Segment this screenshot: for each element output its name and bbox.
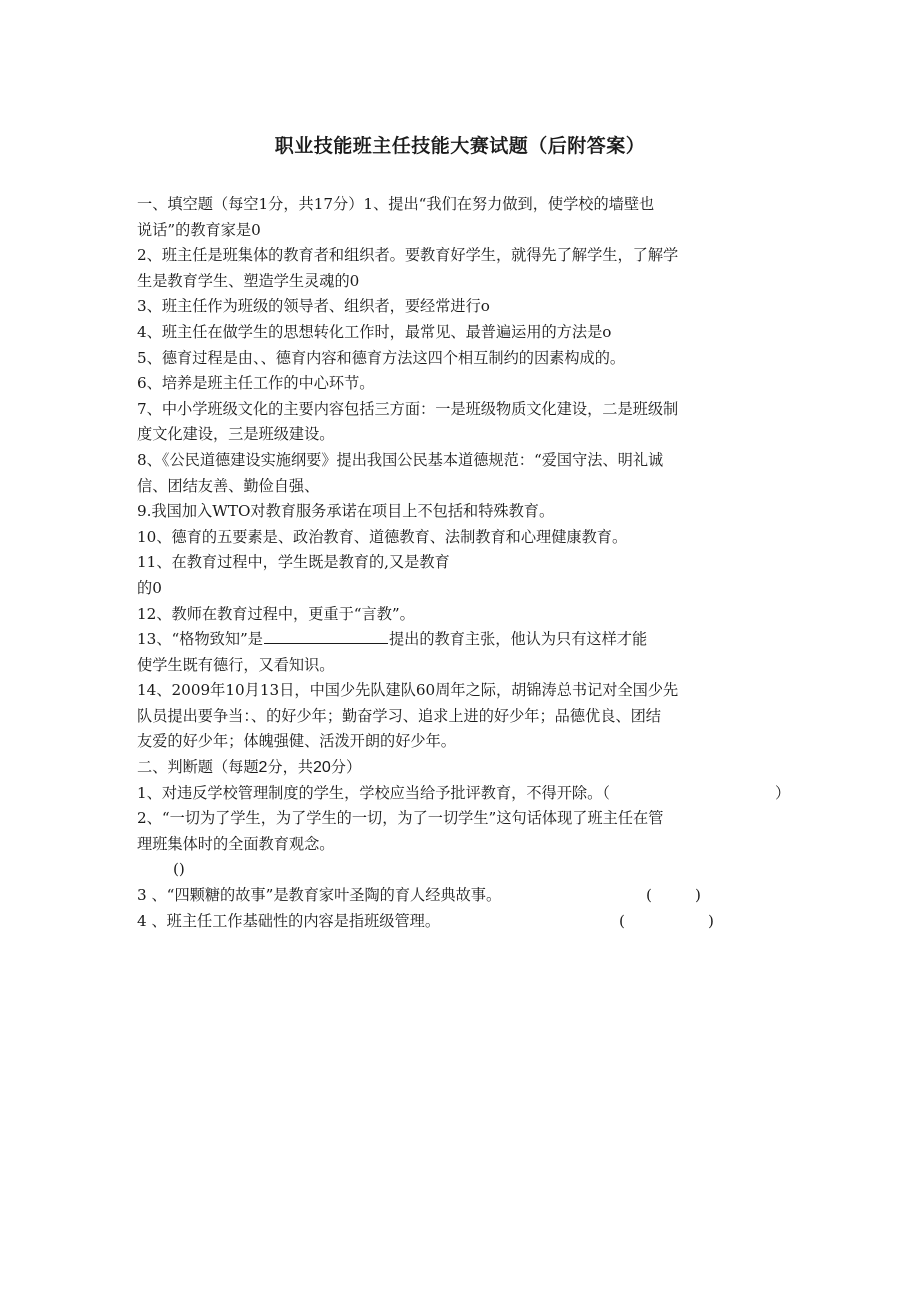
section2-heading-part3: 分） [330, 758, 362, 777]
q4-line: 4、班主任在做学生的思想转化工作时，最常见、最普遍运用的方法是o [137, 322, 612, 341]
q8-line2: 信、团结友善、勤俭自强、 [137, 476, 320, 495]
section1-heading-q1-line1: 一、填空题（每空1分，共17分）1、提出“我们在努力做到，使学校的墙壁也 [137, 195, 655, 213]
q12-line: 12、教师在教育过程中，更重于“言教”。 [137, 604, 415, 623]
q11-line2: 的0 [137, 578, 162, 597]
q14-line3: 友爱的好少年；体魄强健、活泼开朗的好少年。 [137, 732, 456, 751]
tf-q4-open-paren: ( [619, 911, 625, 930]
q2-line1: 2、班主任是班集体的教育者和组织者。要教育好学生，就得先了解学生，了解学 [137, 246, 679, 265]
tf-q1-close-paren: ） [775, 783, 791, 802]
tf-q4-text: 4 、班主任工作基础性的内容是指班级管理。 [137, 911, 441, 930]
section2-heading-points: 2 [258, 759, 268, 777]
tf-q3-open-paren: ( [646, 886, 652, 905]
q7-line2: 度文化建设，三是班级建设。 [137, 425, 335, 444]
tf-q4-close-paren: ) [708, 911, 714, 930]
section2-heading-part1: 二、判断题（每题 [137, 758, 259, 777]
section2-heading [137, 755, 797, 781]
q6-line: 6、培养是班主任工作的中心环节。 [137, 374, 375, 393]
section2-heading-total: 20 [312, 759, 331, 777]
q14-line2: 队员提出要争当：、的好少年；勤奋学习、追求上进的好少年；品德优良、团结 [137, 706, 661, 725]
q8-line1: 8、《公民道德建设实施纲要》提出我国公民基本道德规范：“爱国守法、明礼诚 [137, 450, 664, 469]
tf-q2-line2: 理班集体时的全面教育观念。 [137, 834, 335, 853]
q10-line: 10、德育的五要素是、政治教育、道德教育、法制教育和心理健康教育。 [137, 527, 628, 546]
section2-heading-part2: 分，共 [267, 758, 313, 777]
tf-q2-answer-paren: () [173, 860, 185, 879]
tf-q1-text: 1、对违反学校管理制度的学生，学校应当给予批评教育，不得开除。（ [137, 783, 610, 802]
tf-q3-text: 3 、“四颗糖的故事”是教育家叶圣陶的育人经典故事。 [137, 886, 502, 905]
document-body [137, 192, 797, 934]
tf-q4-line [137, 909, 797, 935]
q9-line: 9.我国加入WTO对教育服务承诺在项目上不包括和特殊教育。 [137, 502, 555, 521]
q14-line1: 14、2009年10月13日，中国少先队建队60周年之际，胡锦涛总书记对全国少先 [137, 681, 679, 700]
q11-line1: 11、在教育过程中，学生既是教育的,又是教育 [137, 553, 450, 572]
q1-line2: 说话”的教育家是0 [137, 220, 261, 239]
q13-answer-blank [264, 627, 388, 644]
q13-text-after: 提出的教育主张，他认为只有这样才能 [388, 630, 648, 649]
document-title: 职业技能班主任技能大赛试题（后附答案） [274, 135, 646, 157]
q13-line1 [137, 627, 797, 653]
tf-q1-line [137, 781, 797, 807]
q13-line2: 使学生既有德行，又看知识。 [137, 655, 335, 674]
q3-line: 3、班主任作为班级的领导者、组织者，要经常进行o [137, 297, 490, 316]
tf-q3-close-paren: ) [695, 886, 701, 905]
tf-q3-line [137, 883, 797, 909]
tf-q2-line1: 2、“一切为了学生，为了学生的一切，为了一切学生”这句话体现了班主任在管 [137, 809, 664, 828]
q7-line1: 7、中小学班级文化的主要内容包括三方面：一是班级物质文化建设，二是班级制 [137, 399, 679, 418]
q2-line2: 生是教育学生、塑造学生灵魂的0 [137, 271, 360, 290]
q5-line: 5、德育过程是由、、德育内容和德育方法这四个相互制约的因素构成的。 [137, 348, 626, 367]
q13-text-before: 13、“格物致知”是 [137, 630, 263, 649]
